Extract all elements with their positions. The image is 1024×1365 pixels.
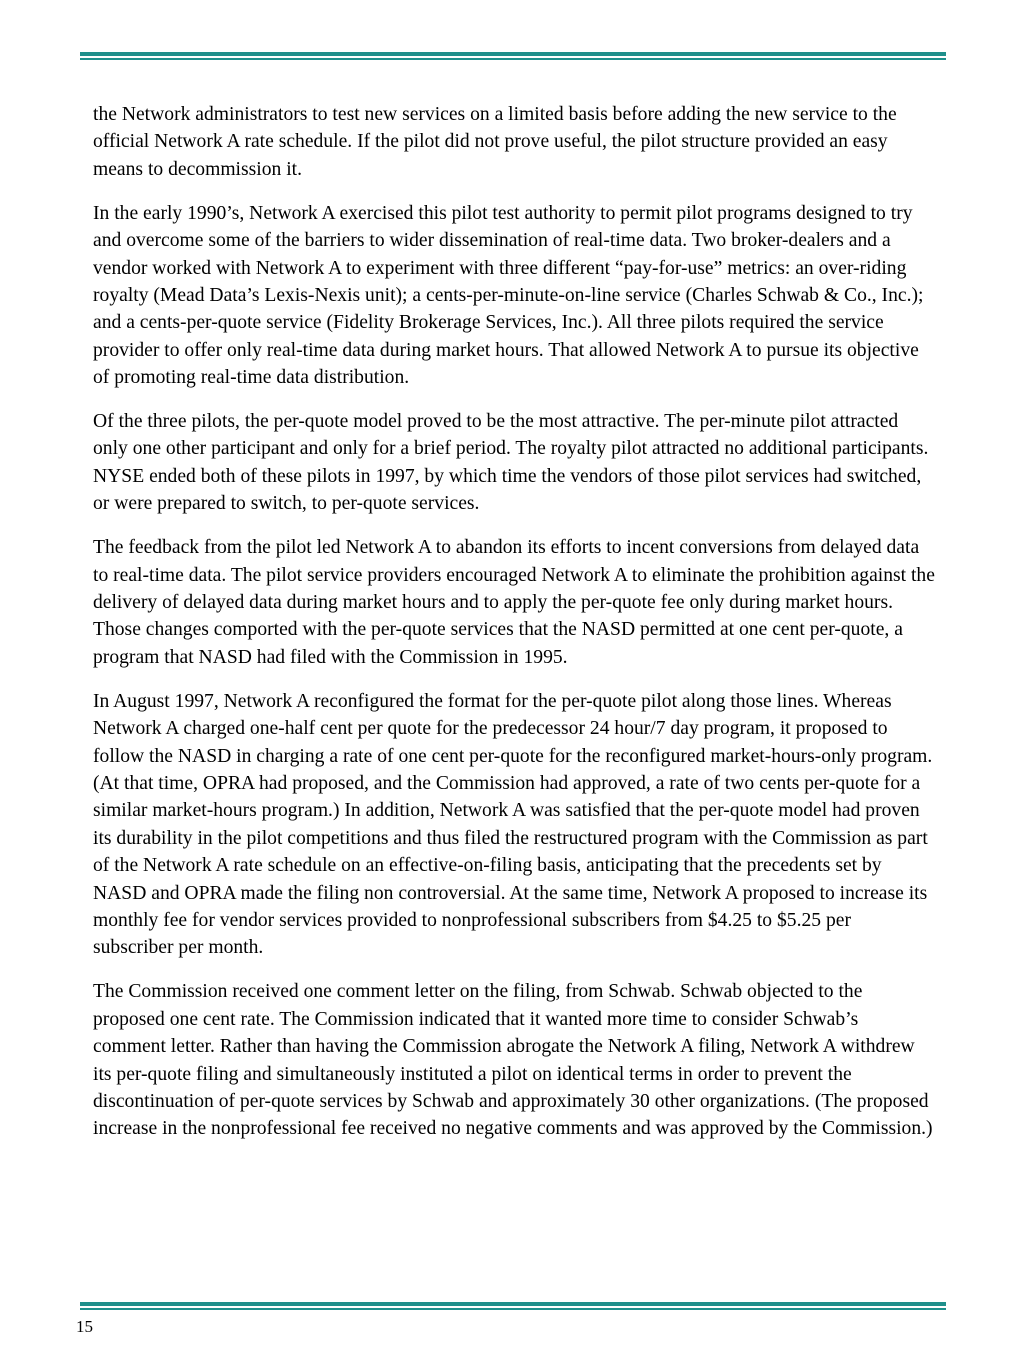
header-rule-thin-line (80, 58, 946, 60)
footer-rule (80, 1302, 946, 1310)
paragraph-6: The Commission received one comment letter on the filing, from Schwab. Schwab objected to the proposed one cent rate. The Commission indicated that it wanted more time to consider Schwab’s comment letter. Rather than having the Commission abrogate the Network A filing, Network A withdrew its per-quote filing and simultaneously instituted a pilot on identical terms in order to prevent the discontinuation of per-quote services by Schwab and approximately 30 other organizations. (The proposed increase in the nonprofessional fee received no negative comments and was approved by the Commission.) (93, 981, 933, 1140)
header-rule (80, 52, 946, 60)
paragraph-2: In the early 1990’s, Network A exercised this pilot test authority to permit pilot programs designed to try and overcome some of the barriers to wider dissemination of real-time data. Two broker-dealers and a vendor worked with Network A to experiment with three different “pay-for-use” metrics: an over-riding royalty (Mead Data’s Lexis-Nexis unit); a cents-per-minute-on-line service (Charles Schwab & Co., Inc.); and a cents-per-quote service (Fidelity Brokerage Services, Inc.). All three pilots required the service provider to offer only real-time data during market hours. That allowed Network A to pursue its objective of promoting real-time data distribution. (93, 202, 924, 389)
paragraph-4: The feedback from the pilot led Network A to abandon its efforts to incent conversions from delayed data to real-time data. The pilot service providers encouraged Network A to eliminate the prohibition against the delivery of delayed data during market hours and to apply the per-quote fee only during market hours. Those changes comported with the per-quote services that the NASD permitted at one cent per-quote, a program that NASD had filed with the Commission in 1995. (93, 537, 935, 668)
paragraph-5: In August 1997, Network A reconfigured the format for the per-quote pilot along those lines. Whereas Network A charged one-half cent per quote for the predecessor 24 hour/7 day program, it proposed to follow the NASD in charging a rate of one cent per-quote for the reconfigured market-hours-only program. (At that time, OPRA had proposed, and the Commission had approved, a rate of two cents per-quote for a similar market-hours program.) In addition, Network A was satisfied that the per-quote model had proven its durability in the pilot competitions and thus filed the restructured program with the Commission as part of the Network A rate schedule on an effective-on-filing basis, anticipating that the precedents set by NASD and OPRA made the filing non controversial. At the same time, Network A proposed to increase its monthly fee for vendor services provided to nonprofessional subscribers from $4.25 to $5.25 per subscriber per month. (93, 690, 933, 959)
paragraph-3: Of the three pilots, the per-quote model proved to be the most attractive. The per-minute pilot attracted only one other participant and only for a brief period. The royalty pilot attracted no additional participants. NYSE ended both of these pilots in 1997, by which time the vendors of those pilot services had switched, or were prepared to switch, to per-quote services. (93, 411, 929, 515)
header-rule-thick-line (80, 52, 946, 56)
document-body (93, 101, 935, 1159)
footer-rule-thin-line (80, 1308, 946, 1310)
page-number: 15 (76, 1317, 93, 1336)
footer-rule-thick-line (80, 1302, 946, 1306)
paragraph-1: the Network administrators to test new services on a limited basis before adding the new service to the official Network A rate schedule. If the pilot did not prove useful, the pilot structure provided an easy means to decommission it. (93, 104, 897, 180)
